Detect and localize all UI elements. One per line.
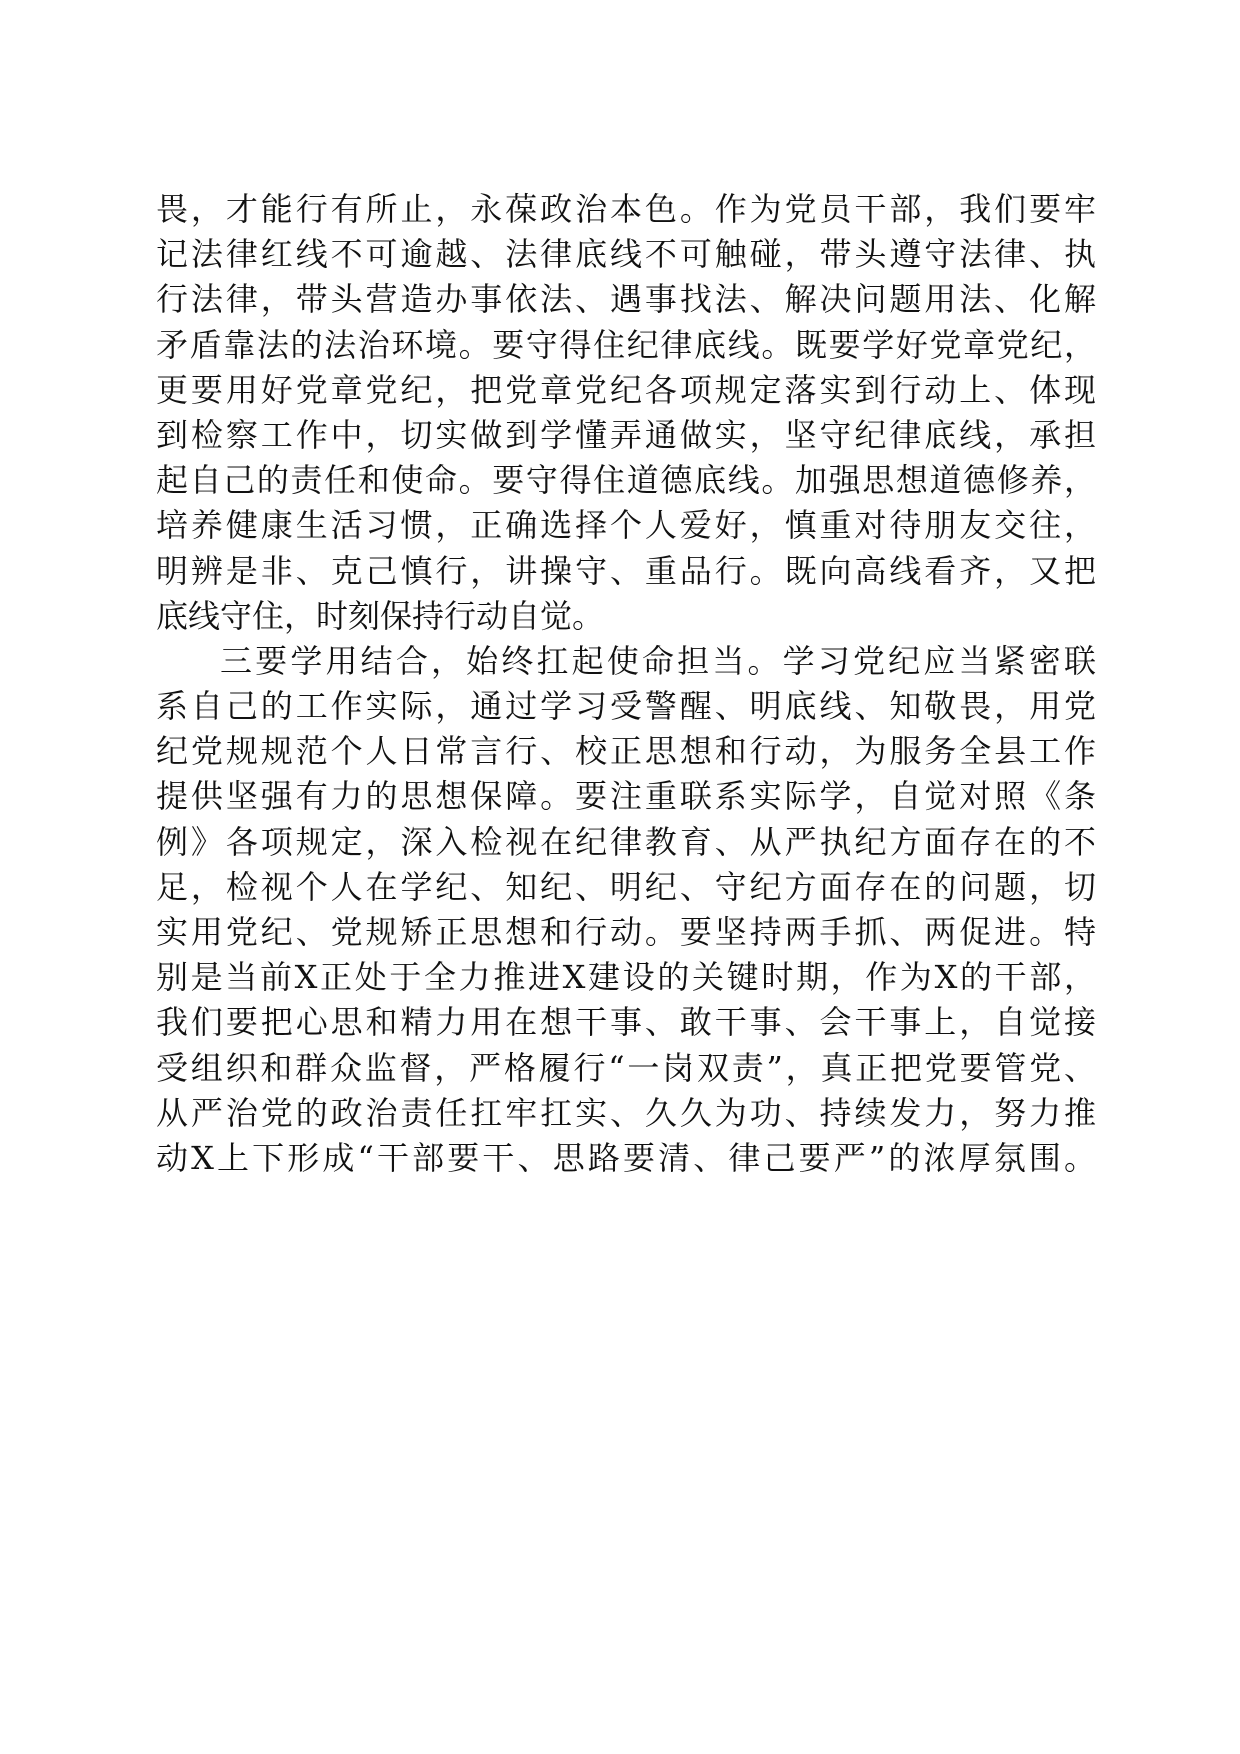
text-line: 足，检视个人在学纪、知纪、明纪、守纪方面存在的问题，切 (156, 867, 1096, 906)
text-line: 到检察工作中，切实做到学懂弄通做实，坚守纪律底线，承担 (156, 415, 1096, 454)
text-line: 三要学用结合，始终扛起使命担当。学习党纪应当紧密联 (220, 641, 1096, 680)
text-line: 动X上下形成“干部要干、思路要清、律己要严”的浓厚氛围。 (156, 1138, 1096, 1177)
text-line: 起自己的责任和使命。要守得住道德底线。加强思想道德修养， (156, 461, 1096, 500)
text-line: 提供坚强有力的思想保障。要注重联系实际学，自觉对照《条 (156, 777, 1096, 816)
text-line: 从严治党的政治责任扛牢扛实、久久为功、持续发力，努力推 (156, 1093, 1096, 1132)
text-line: 实用党纪、党规矫正思想和行动。要坚持两手抓、两促进。特 (156, 913, 1096, 951)
text-line: 我们要把心思和精力用在想干事、敢干事、会干事上，自觉接 (156, 1003, 1096, 1042)
text-line: 明辨是非、克己慎行，讲操守、重品行。既向高线看齐，又把 (156, 551, 1096, 590)
text-line: 畏，才能行有所止，永葆政治本色。作为党员干部，我们要牢 (156, 190, 1096, 228)
text-line: 底线守住，时刻保持行动自觉。 (156, 596, 605, 635)
text-line: 更要用好党章党纪，把党章党纪各项规定落实到行动上、体现 (156, 370, 1096, 409)
text-line: 别是当前X正处于全力推进X建设的关键时期，作为X的干部， (156, 958, 1096, 997)
text-line: 培养健康生活习惯，正确选择个人爱好，慎重对待朋友交往， (156, 506, 1096, 545)
text-line: 纪党规规范个人日常言行、校正思想和行动，为服务全县工作 (156, 732, 1096, 771)
text-line: 矛盾靠法的法治环境。要守得住纪律底线。既要学好党章党纪， (156, 325, 1096, 364)
text-line: 例》各项规定，深入检视在纪律教育、从严执纪方面存在的不 (156, 822, 1096, 861)
text-line: 受组织和群众监督，严格履行“一岗双责”，真正把党要管党、 (156, 1048, 1096, 1087)
text-line: 系自己的工作实际，通过学习受警醒、明底线、知敬畏，用党 (156, 687, 1096, 726)
text-line: 记法律红线不可逾越、法律底线不可触碰，带头遵守法律、执 (156, 235, 1096, 274)
body-text (156, 187, 1096, 1181)
text-line: 行法律，带头营造办事依法、遇事找法、解决问题用法、化解 (156, 280, 1096, 319)
